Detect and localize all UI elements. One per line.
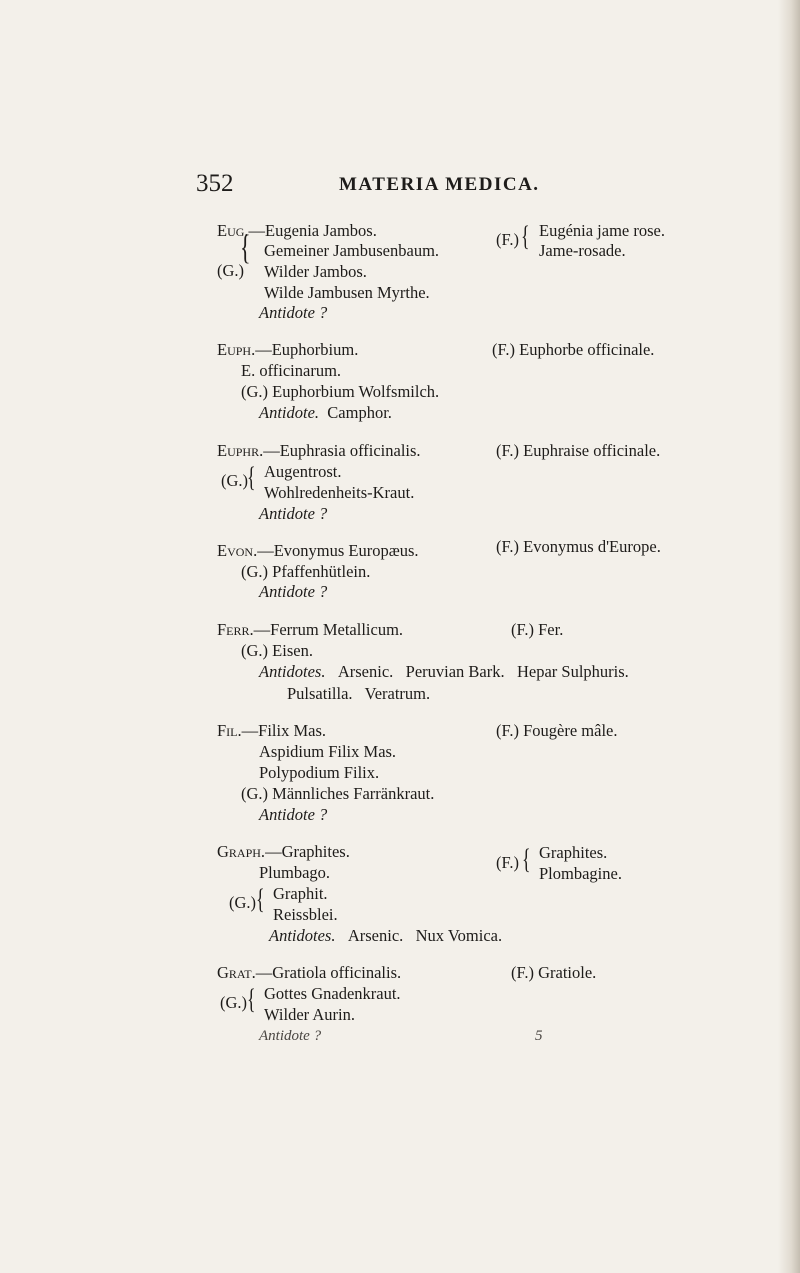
german-label: (G.) [221,471,249,490]
french-line: (F.) Gratiole. [511,963,597,982]
german-name: Wohlredenheits-Kraut. [264,483,415,502]
french-line: (F.) Fer. [511,620,564,639]
footer-mark: 5 [535,1028,543,1044]
french-line: (F.) Evonymus d'Europe. [496,537,661,556]
german-name: Wilder Aurin. [264,1005,355,1024]
antidote-line: Antidote. Camphor. [259,403,392,422]
french-line: (F.) Fougère mâle. [496,721,618,740]
german-name: Gottes Gnadenkraut. [264,984,401,1003]
french-name: Eugénia jame rose. [539,221,665,240]
french-name: Jame-rosade. [539,241,626,260]
antidote-label: Antidote ? [259,805,328,824]
latin-synonym: Plumbago. [259,863,331,882]
german-name: Wilde Jambusen Myrthe. [264,283,430,302]
german-label: (G.) [220,993,248,1012]
entry-heading: Evon.—Evonymus Europæus. [217,541,419,560]
antidote-label: Antidote ? [259,303,328,322]
german-line: (G.) Euphorbium Wolfsmilch. [241,382,440,401]
latin-synonym: Aspidium Filix Mas. [259,742,397,761]
page-number: 352 [196,170,234,197]
entry-heading: Ferr.—Ferrum Metallicum. [217,620,404,639]
entry-heading: Fil.—Filix Mas. [217,721,326,740]
french-name: Plombagine. [539,864,622,883]
brace-glyph: { [522,843,531,875]
antidote-line-continued: Pulsatilla. Veratrum. [287,684,431,703]
antidote-line: Antidotes. Arsenic. Nux Vomica. [269,926,503,945]
german-name: Wilder Jambos. [264,262,367,281]
brace-glyph: { [240,227,251,268]
running-title: MATERIA MEDICA. [339,174,540,195]
french-name: Graphites. [539,843,608,862]
entry-heading: Graph.—Graphites. [217,842,350,861]
entry-heading: Euph.—Euphorbium. [217,340,359,359]
page-edge-shadow [778,0,800,1273]
german-label: (G.) [217,261,245,280]
latin-synonym: E. officinarum. [241,361,342,380]
brace-glyph: { [247,983,256,1015]
entry-heading: Eug.—Eugenia Jambos. [217,221,377,240]
german-line: (G.) Eisen. [241,641,313,660]
brace-glyph: { [521,220,530,252]
german-line: (G.) Männliches Farränkraut. [241,784,435,803]
antidote-label: Antidote ? [259,582,328,601]
entry-heading: Euphr.—Euphrasia officinalis. [217,441,421,460]
french-label: (F.) [496,853,519,872]
latin-synonym: Polypodium Filix. [259,763,380,782]
german-line: (G.) Pfaffenhütlein. [241,562,371,581]
brace-glyph: { [256,883,265,915]
german-name: Reissblei. [273,905,338,924]
antidote-label: Antidote ? [259,1028,322,1044]
french-line: (F.) Euphraise officinale. [496,441,661,460]
german-name: Augentrost. [264,462,342,481]
brace-glyph: { [247,461,256,493]
german-name: Gemeiner Jambusenbaum. [264,241,440,260]
french-label: (F.) [496,230,519,249]
antidote-line: Antidotes. Arsenic. Peruvian Bark. Hepar Sulphuris. [259,662,629,681]
entry-heading: Grat.—Gratiola officinalis. [217,963,402,982]
french-line: (F.) Euphorbe officinale. [492,340,655,359]
antidote-label: Antidote ? [259,504,328,523]
german-name: Graphit. [273,884,328,903]
german-label: (G.) [229,893,257,912]
